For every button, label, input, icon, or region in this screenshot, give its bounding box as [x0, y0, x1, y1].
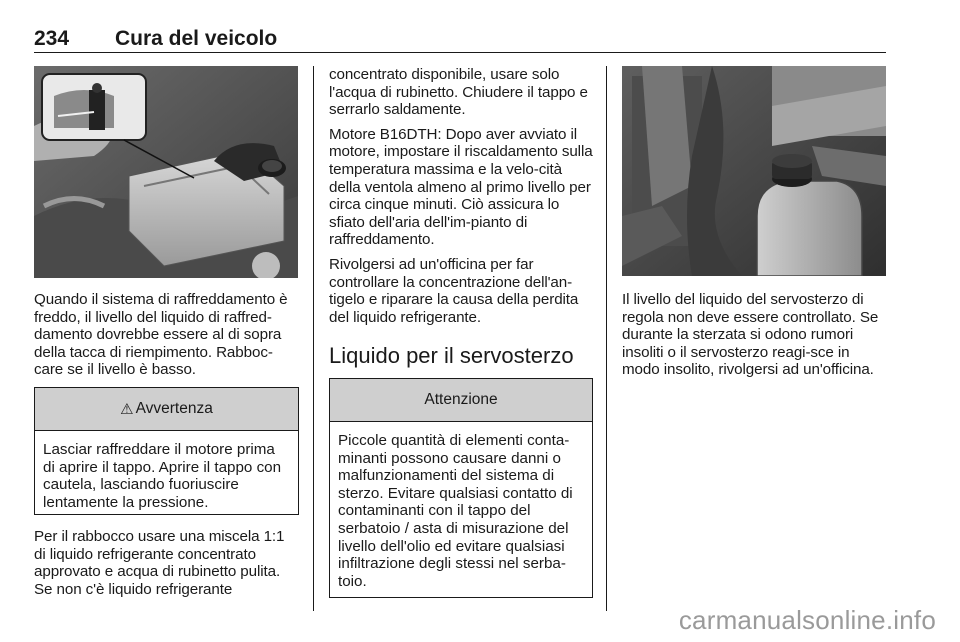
warning-triangle-icon: ⚠ [120, 401, 134, 418]
warning-box-title: Avvertenza [135, 400, 213, 417]
warning-box [34, 387, 299, 515]
notice-box-text: Piccole quantità di elementi conta-minanti possono causare danni o malfunzionamenti del sistema di sterzo. Evitare qualsiasi contatto di contaminanti con il tappo del serbatoio / asta di misurazione del livello dell'olio ed evitare qualsiasi infiltrazione degli stessi nel serba-toio. [338, 432, 573, 590]
mix-paragraph: Per il rabbocco usare una miscela 1:1 di liquido refrigerante concentrato approvato e acqua di rubinetto pulita. Se non c'è liquido refrigerante [34, 528, 285, 598]
continued-paragraph: concentrato disponibile, usare solo l'acqua di rubinetto. Chiudere il tappo e serrarlo saldamente. [329, 66, 588, 119]
intro-paragraph: Quando il sistema di raffreddamento è freddo, il livello del liquido di raffred-damento dovrebbe essere al di sopra della tacca di riempimento. Rabboc-care se il livello è basso. [34, 291, 288, 379]
steering-reservoir-photo [622, 66, 886, 276]
right-column [622, 291, 888, 386]
page-number: 234 [34, 27, 70, 50]
column-divider-right [606, 66, 607, 611]
notice-box-header [330, 379, 592, 422]
notice-box [329, 378, 593, 598]
column-divider-left [313, 66, 314, 611]
middle-column [329, 66, 595, 333]
engine-paragraph: Motore B16DTH: Dopo aver avviato il motore, impostare il riscaldamento sulla temperatura massima e la velo-cità della ventola almeno al primo livello per circa cinque minuti. Ciò assicura lo sfiato dell'aria dell'im-pianto di raffreddamento. [329, 125, 593, 249]
watermark: carmanualsonline.info [678, 605, 936, 635]
header-divider [34, 52, 886, 53]
notice-box-title: Attenzione [424, 391, 498, 408]
steering-paragraph: Il livello del liquido del servosterzo di regola non deve essere controllato. Se durante la sterzata si odono rumori insoliti o il servosterzo reagi-sce in modo insolito, rivolgersi ad un'officina. [622, 291, 879, 379]
chapter-title: Cura del veicolo [115, 27, 278, 50]
warning-box-text: Lasciar raffreddare il motore prima di aprire il tappo. Aprire il tappo con cautela, lasciando fuoriuscire lentamente la pressione. [43, 441, 282, 511]
warning-box-header [35, 388, 298, 431]
left-column [34, 291, 300, 386]
workshop-paragraph: Rivolgersi ad un'officina per far controllare la concentrazione dell'an-tigelo e riparare la causa della perdita del liquido refrigerante. [329, 255, 579, 326]
section-heading: Liquido per il servosterzo [329, 343, 574, 368]
coolant-reservoir-photo [34, 66, 298, 278]
left-column-bottom [34, 528, 300, 605]
